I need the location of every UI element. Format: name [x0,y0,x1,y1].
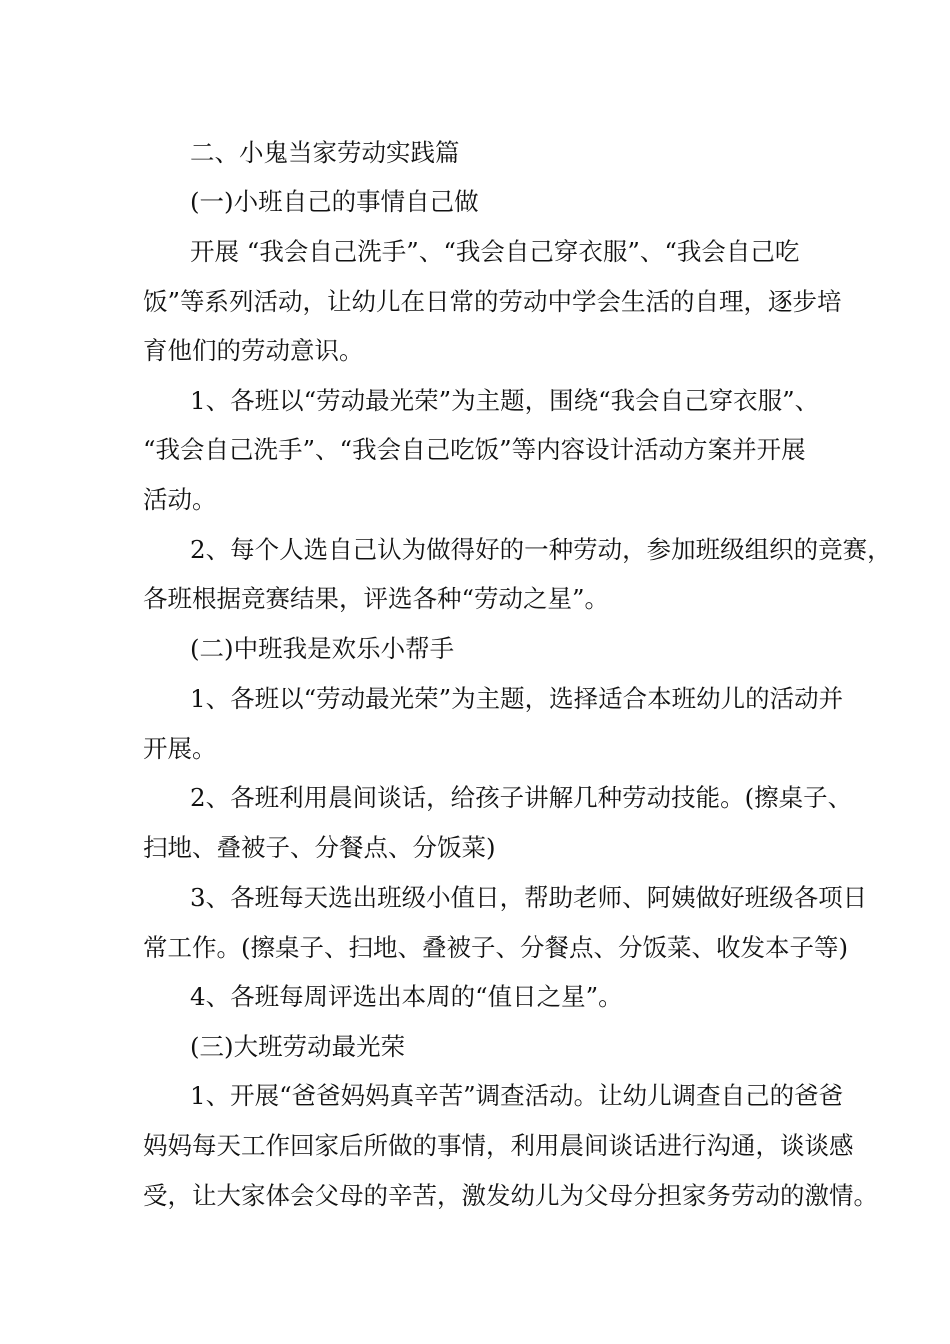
list-item-line: 扫地、叠被子、分餐点、分饭菜) [143,833,496,862]
subsection-heading-1: (一)小班自己的事情自己做 [190,187,479,216]
paragraph-line: 开展 “我会自己洗手”、“我会自己穿衣服”、“我会自己吃 [190,237,800,266]
list-item-line: 1、开展“爸爸妈妈真辛苦”调查活动。让幼儿调查自己的爸爸 [190,1081,844,1110]
list-item-line: 妈妈每天工作回家后所做的事情，利用晨间谈话进行沟通，谈谈感 [143,1131,854,1160]
subsection-heading-2: (二)中班我是欢乐小帮手 [190,634,455,663]
list-item-line: 1、各班以“劳动最光荣”为主题，选择适合本班幼儿的活动并 [190,684,844,713]
list-item-line: 4、各班每周评选出本周的“值日之星”。 [190,982,623,1011]
section-heading: 二、小鬼当家劳动实践篇 [190,138,460,167]
list-item-line: “我会自己洗手”、“我会自己吃饭”等内容设计活动方案并开展 [143,435,806,464]
list-item-line: 常工作。(擦桌子、扫地、叠被子、分餐点、分饭菜、收发本子等) [143,933,849,962]
list-item-line: 各班根据竞赛结果，评选各种“劳动之星”。 [143,584,610,613]
list-item-line: 3、各班每天选出班级小值日，帮助老师、阿姨做好班级各项日 [190,883,868,912]
list-item-line: 2、各班利用晨间谈话，给孩子讲解几种劳动技能。(擦桌子、 [190,783,853,812]
list-item-line: 2、每个人选自己认为做得好的一种劳动，参加班级组织的竞赛， [190,535,892,564]
list-item-line: 受，让大家体会父母的辛苦，激发幼儿为父母分担家务劳动的激情。 [143,1181,878,1210]
list-item-line: 1、各班以“劳动最光荣”为主题，围绕“我会自己穿衣服”、 [190,386,820,415]
list-item-line: 开展。 [143,734,217,763]
paragraph-line: 育他们的劳动意识。 [143,336,364,365]
subsection-heading-3: (三)大班劳动最光荣 [190,1032,406,1061]
paragraph-line: 饭”等系列活动，让幼儿在日常的劳动中学会生活的自理，逐步培 [143,287,842,316]
list-item-line: 活动。 [143,485,217,514]
